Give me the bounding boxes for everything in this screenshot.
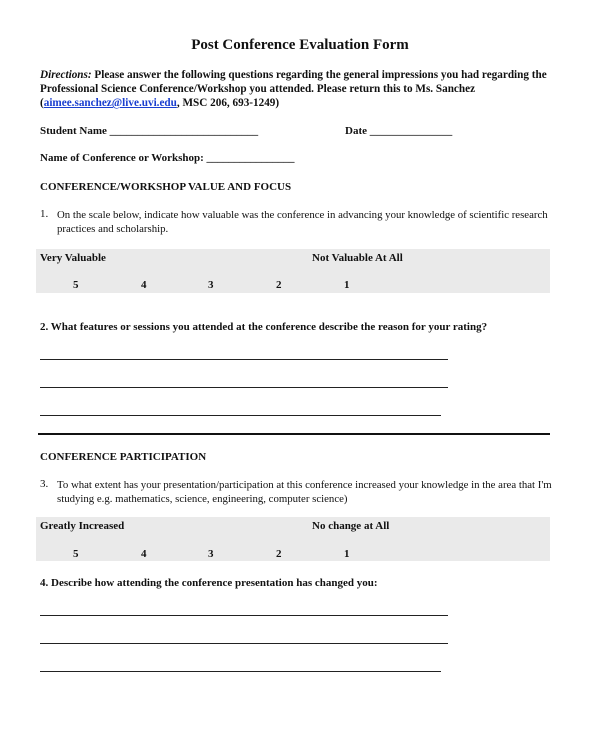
answer-line[interactable]	[40, 387, 448, 388]
scale-1-background	[36, 249, 550, 293]
directions	[40, 68, 570, 110]
answer-line[interactable]	[40, 615, 448, 616]
scale-1-option-5[interactable]: 5	[73, 279, 79, 291]
answer-line[interactable]	[40, 415, 441, 416]
answer-line[interactable]	[40, 359, 448, 360]
scale-1-option-3[interactable]: 3	[208, 279, 214, 291]
scale-1-option-4[interactable]: 4	[141, 279, 147, 291]
scale-2-left-label: Greatly Increased	[40, 520, 125, 532]
directions-text: Please answer the following questions regarding the general impressions you had regarding the Professional Science Conference/Workshop you attended. Please return this to Ms. Sanchez (	[40, 69, 547, 109]
page-title: Post Conference Evaluation Form	[191, 37, 409, 53]
scale-1-left-label: Very Valuable	[40, 252, 106, 264]
section-divider	[38, 433, 550, 435]
student-name-field[interactable]: Student Name ___________________________	[40, 125, 259, 137]
answer-line[interactable]	[40, 643, 448, 644]
question-1-number: 1.	[40, 208, 49, 220]
question-2-text: 2. What features or sessions you attended at the conference describe the reason for your rating?	[40, 321, 488, 333]
conference-name-field[interactable]: Name of Conference or Workshop: ________________	[40, 152, 295, 164]
scale-2-option-4[interactable]: 4	[141, 548, 147, 560]
question-1-text: On the scale below, indicate how valuable was the conference in advancing your knowledge of scientific research practices and scholarship.	[57, 209, 548, 235]
section-heading-participation: CONFERENCE PARTICIPATION	[40, 451, 207, 463]
scale-1-option-1[interactable]: 1	[344, 279, 350, 291]
scale-2-right-label: No change at All	[312, 520, 390, 532]
scale-2-option-1[interactable]: 1	[344, 548, 350, 560]
date-field[interactable]: Date _______________	[345, 125, 453, 137]
directions-label: Directions:	[40, 69, 92, 81]
scale-2-option-2[interactable]: 2	[276, 548, 282, 560]
scale-2-option-3[interactable]: 3	[208, 548, 214, 560]
directions-contact: , MSC 206, 693-1249)	[176, 97, 280, 109]
scale-1-option-2[interactable]: 2	[276, 279, 282, 291]
question-3-number: 3.	[40, 478, 49, 490]
answer-line[interactable]	[40, 671, 441, 672]
scale-1-right-label: Not Valuable At All	[312, 252, 403, 264]
scale-2-option-5[interactable]: 5	[73, 548, 79, 560]
question-4-text: 4. Describe how attending the conference presentation has changed you:	[40, 577, 378, 589]
email-link[interactable]: aimee.sanchez@live.uvi.edu	[43, 97, 177, 109]
question-3-text: To what extent has your presentation/participation at this conference increased your knowledge in the area that I'm studying e.g. mathematics, science, engineering, computer science)	[57, 479, 552, 505]
section-heading-value-focus: CONFERENCE/WORKSHOP VALUE AND FOCUS	[40, 181, 292, 193]
